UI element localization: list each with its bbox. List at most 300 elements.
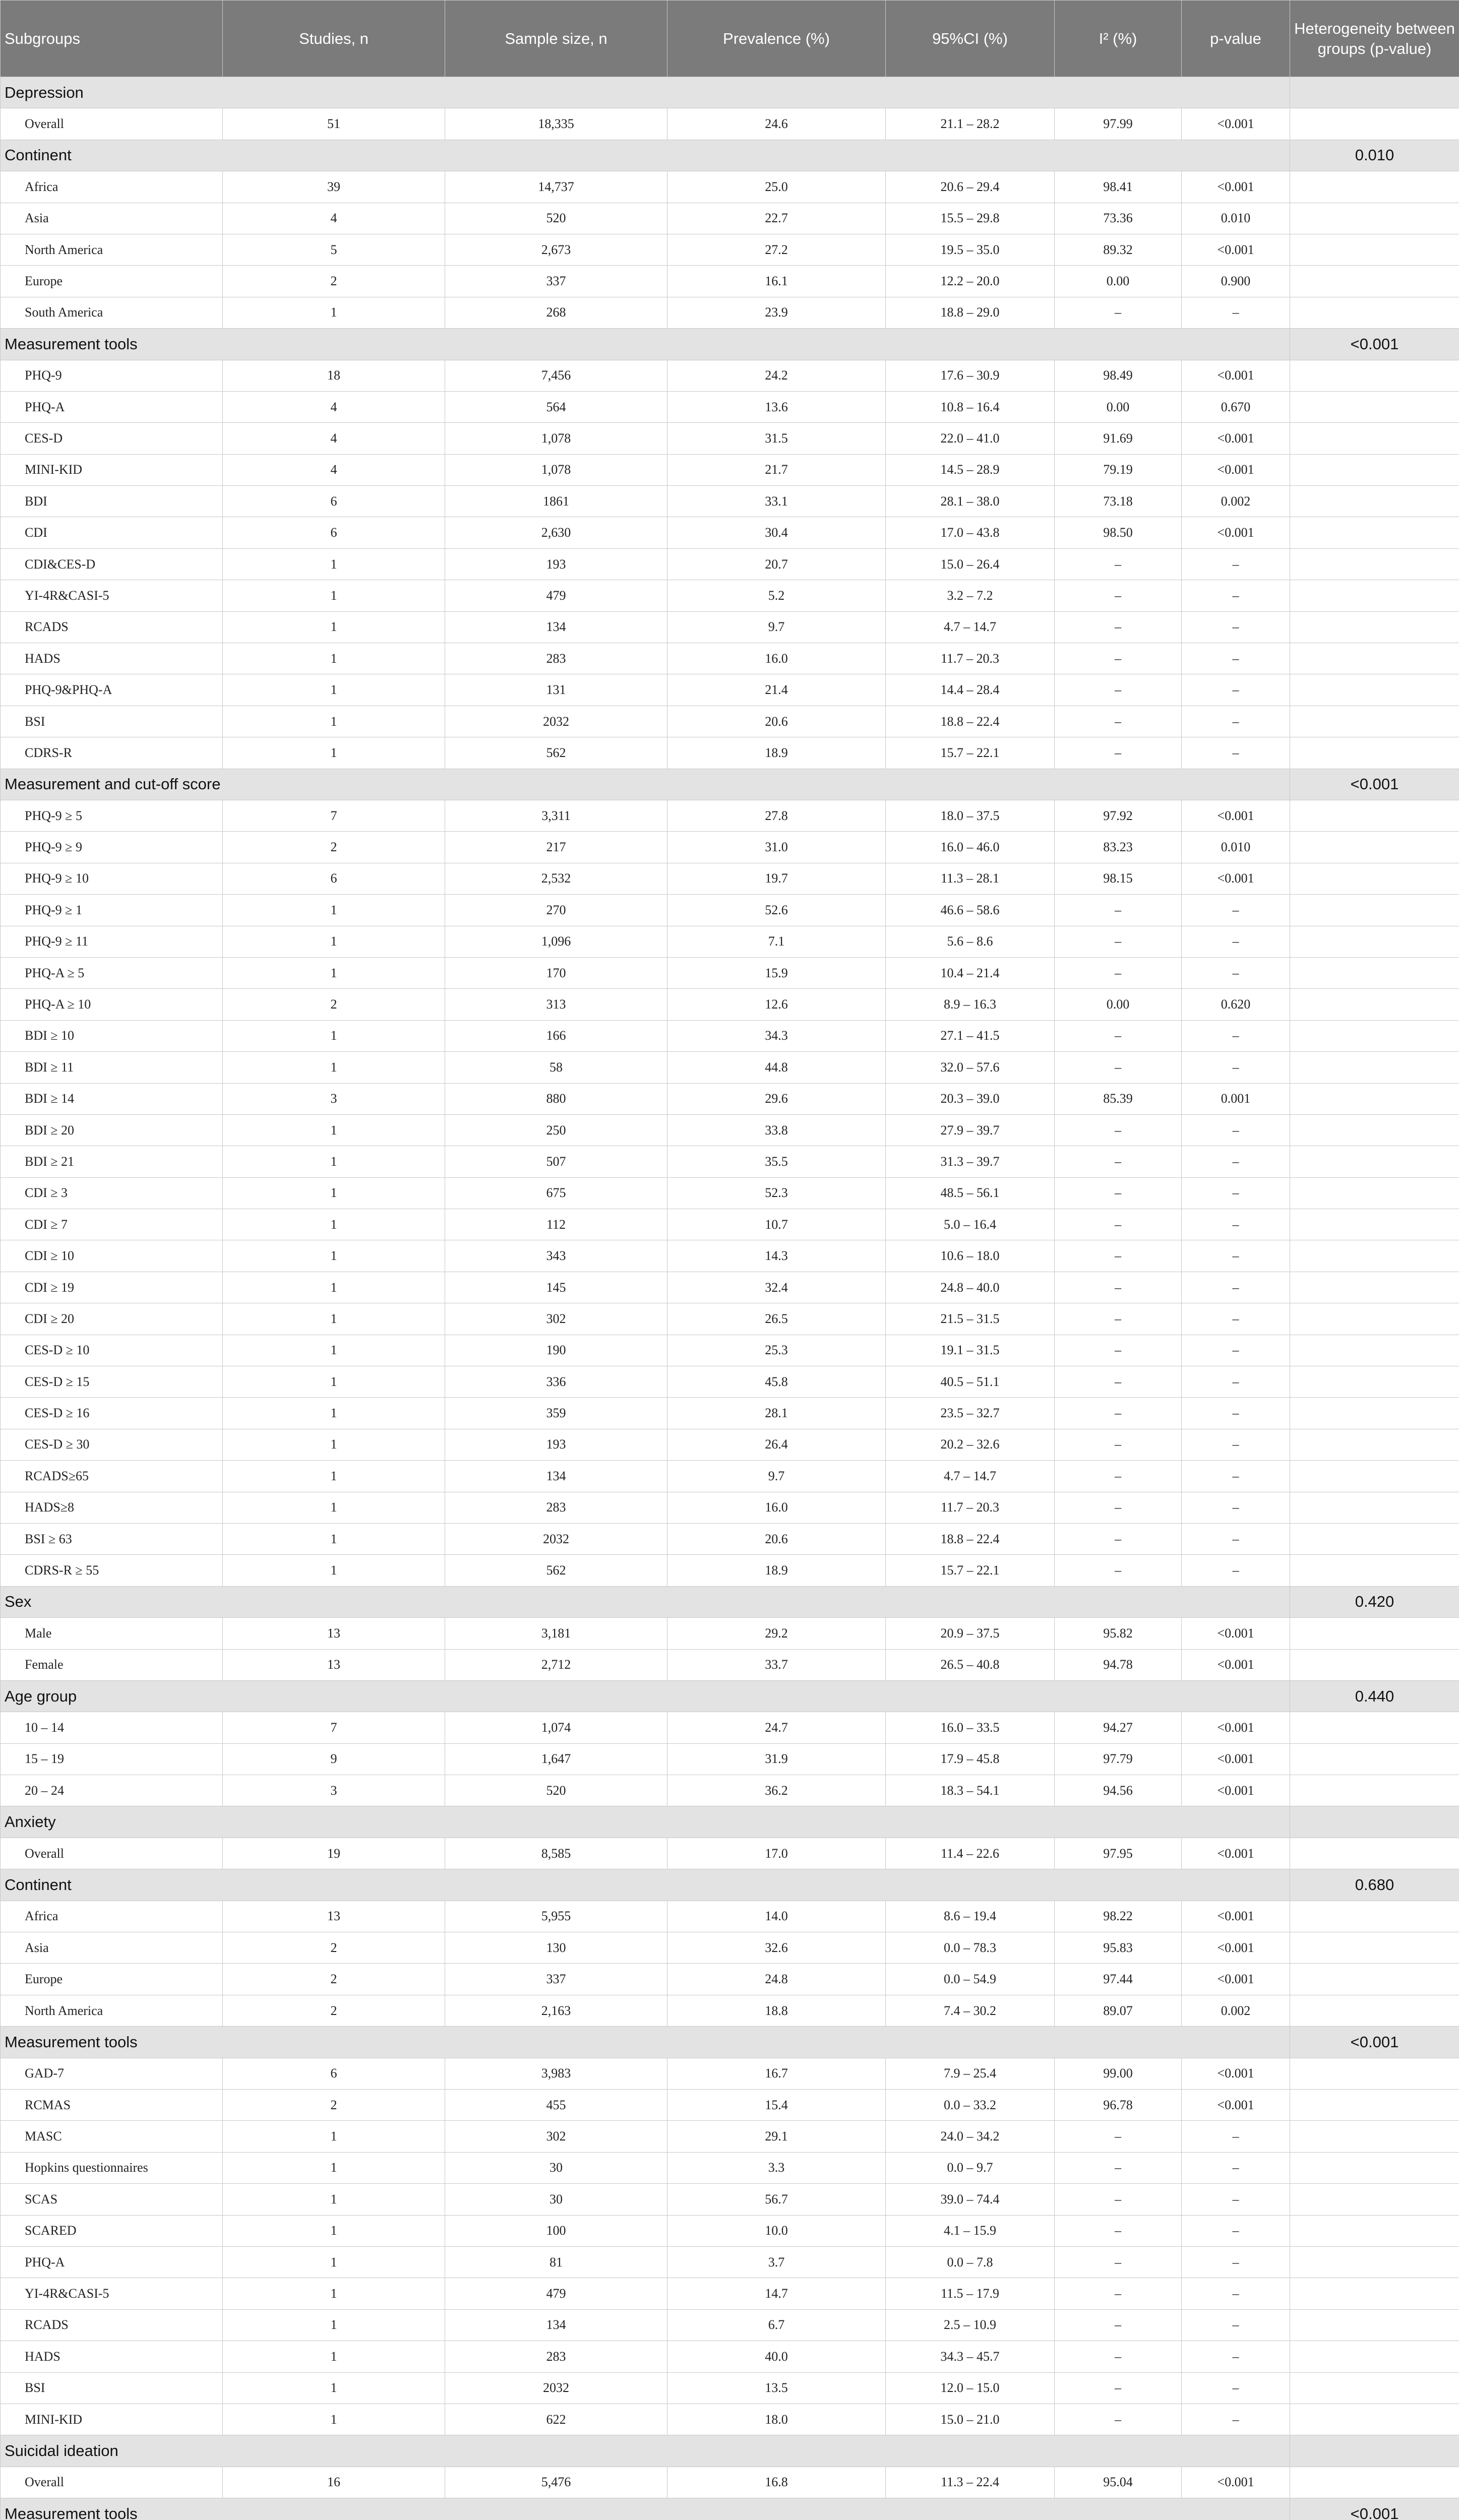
section-row: [1, 769, 1459, 800]
ci-cell: 11.3 – 28.1: [886, 863, 1055, 894]
section-row: [1, 2435, 1459, 2467]
studies-cell: 1: [223, 1240, 445, 1272]
studies-cell: 13: [223, 1901, 445, 1932]
i2-cell: –: [1055, 1052, 1182, 1083]
sample-size-cell: 479: [445, 2278, 667, 2309]
studies-cell: 1: [223, 1020, 445, 1051]
p-value-cell: <0.001: [1182, 454, 1290, 485]
ci-cell: 21.1 – 28.2: [886, 108, 1055, 140]
subgroup-name-cell: PHQ-9 ≥ 5: [1, 800, 223, 831]
studies-cell: 4: [223, 454, 445, 485]
prevalence-cell: 25.3: [667, 1335, 886, 1366]
sample-size-cell: 622: [445, 2404, 667, 2435]
sample-size-cell: 880: [445, 1083, 667, 1114]
studies-cell: 1: [223, 1177, 445, 1209]
table-row: [1, 2309, 1459, 2341]
prevalence-cell: 29.2: [667, 1618, 886, 1649]
ci-cell: 31.3 – 39.7: [886, 1146, 1055, 1177]
prevalence-cell: 24.7: [667, 1712, 886, 1743]
heterogeneity-empty-cell: [1290, 486, 1459, 517]
studies-cell: 2: [223, 1964, 445, 1995]
subgroup-name-cell: Europe: [1, 1964, 223, 1995]
p-value-cell: 0.001: [1182, 1083, 1290, 1114]
studies-cell: 1: [223, 2278, 445, 2309]
p-value-cell: –: [1182, 1523, 1290, 1554]
prevalence-cell: 16.0: [667, 643, 886, 674]
table-row: [1, 203, 1459, 234]
studies-cell: 1: [223, 1209, 445, 1240]
i2-cell: 97.99: [1055, 108, 1182, 140]
subgroup-name-cell: PHQ-A ≥ 5: [1, 957, 223, 988]
i2-cell: 97.92: [1055, 800, 1182, 831]
table-row: [1, 926, 1459, 957]
i2-cell: –: [1055, 674, 1182, 706]
p-value-cell: –: [1182, 297, 1290, 328]
subgroup-name-cell: BDI: [1, 486, 223, 517]
section-label: Measurement tools: [1, 329, 1290, 360]
table-row: [1, 1083, 1459, 1114]
i2-cell: –: [1055, 548, 1182, 580]
p-value-cell: –: [1182, 2404, 1290, 2435]
studies-cell: 1: [223, 2121, 445, 2152]
sample-size-cell: 336: [445, 1366, 667, 1398]
table-row: [1, 1932, 1459, 1964]
heterogeneity-empty-cell: [1290, 1398, 1459, 1429]
header-sample-size: Sample size, n: [445, 1, 667, 77]
section-row: [1, 329, 1459, 360]
i2-cell: 0.00: [1055, 989, 1182, 1020]
table-row: [1, 895, 1459, 926]
section-label: Depression: [1, 77, 1290, 108]
heterogeneity-empty-cell: [1290, 517, 1459, 548]
p-value-cell: <0.001: [1182, 1932, 1290, 1964]
prevalence-cell: 19.7: [667, 863, 886, 894]
subgroup-name-cell: CES-D ≥ 30: [1, 1429, 223, 1460]
studies-cell: 19: [223, 1838, 445, 1869]
p-value-cell: <0.001: [1182, 108, 1290, 140]
i2-cell: –: [1055, 926, 1182, 957]
ci-cell: 10.6 – 18.0: [886, 1240, 1055, 1272]
subgroup-name-cell: PHQ-A ≥ 10: [1, 989, 223, 1020]
studies-cell: 1: [223, 1114, 445, 1146]
p-value-cell: –: [1182, 2184, 1290, 2215]
subgroup-name-cell: CES-D: [1, 423, 223, 454]
heterogeneity-value: 0.010: [1290, 140, 1459, 171]
p-value-cell: –: [1182, 895, 1290, 926]
prevalence-cell: 16.0: [667, 1492, 886, 1523]
table-row: [1, 2058, 1459, 2089]
subgroup-name-cell: PHQ-A: [1, 391, 223, 422]
prevalence-cell: 10.7: [667, 1209, 886, 1240]
p-value-cell: –: [1182, 1209, 1290, 1240]
section-label: Suicidal ideation: [1, 2435, 1290, 2467]
section-label: Measurement tools: [1, 2498, 1290, 2520]
ci-cell: 8.9 – 16.3: [886, 989, 1055, 1020]
table-row: [1, 611, 1459, 643]
p-value-cell: 0.010: [1182, 203, 1290, 234]
table-row: [1, 1995, 1459, 2026]
sample-size-cell: 1861: [445, 486, 667, 517]
heterogeneity-empty-cell: [1290, 171, 1459, 203]
ci-cell: 0.0 – 33.2: [886, 2090, 1055, 2121]
studies-cell: 7: [223, 1712, 445, 1743]
p-value-cell: –: [1182, 737, 1290, 769]
subgroup-name-cell: RCADS≥65: [1, 1461, 223, 1492]
ci-cell: 15.7 – 22.1: [886, 737, 1055, 769]
header-heterogeneity: Heterogeneity between groups (p-value): [1290, 1, 1459, 77]
heterogeneity-empty-cell: [1290, 2372, 1459, 2404]
subgroup-name-cell: GAD-7: [1, 2058, 223, 2089]
prevalence-cell: 31.0: [667, 832, 886, 863]
p-value-cell: –: [1182, 2152, 1290, 2183]
subgroup-name-cell: CDI ≥ 20: [1, 1303, 223, 1335]
table-row: [1, 1743, 1459, 1775]
p-value-cell: –: [1182, 2341, 1290, 2372]
ci-cell: 11.4 – 22.6: [886, 1838, 1055, 1869]
header-subgroups: Subgroups: [1, 1, 223, 77]
prevalence-cell: 18.8: [667, 1995, 886, 2026]
subgroup-name-cell: 10 – 14: [1, 1712, 223, 1743]
table-row: [1, 1964, 1459, 1995]
studies-cell: 1: [223, 1523, 445, 1554]
studies-cell: 13: [223, 1618, 445, 1649]
heterogeneity-empty-cell: [1290, 266, 1459, 297]
i2-cell: –: [1055, 1177, 1182, 1209]
table-row: [1, 1020, 1459, 1051]
p-value-cell: –: [1182, 1052, 1290, 1083]
heterogeneity-empty-cell: [1290, 1429, 1459, 1460]
subgroup-name-cell: Overall: [1, 2467, 223, 2498]
table-row: [1, 2341, 1459, 2372]
ci-cell: 26.5 – 40.8: [886, 1649, 1055, 1680]
heterogeneity-empty-cell: [1290, 926, 1459, 957]
prevalence-cell: 18.9: [667, 737, 886, 769]
p-value-cell: 0.670: [1182, 391, 1290, 422]
heterogeneity-empty-cell: [1290, 1743, 1459, 1775]
header-p-value: p-value: [1182, 1, 1290, 77]
heterogeneity-empty-cell: [1290, 454, 1459, 485]
i2-cell: 97.79: [1055, 1743, 1182, 1775]
prevalence-cell: 12.6: [667, 989, 886, 1020]
heterogeneity-value: [1290, 1806, 1459, 1838]
studies-cell: 1: [223, 1461, 445, 1492]
heterogeneity-empty-cell: [1290, 989, 1459, 1020]
studies-cell: 1: [223, 926, 445, 957]
heterogeneity-empty-cell: [1290, 1964, 1459, 1995]
studies-cell: 7: [223, 800, 445, 831]
i2-cell: 98.41: [1055, 171, 1182, 203]
prevalence-cell: 20.7: [667, 548, 886, 580]
i2-cell: –: [1055, 2246, 1182, 2278]
sample-size-cell: 562: [445, 737, 667, 769]
prevalence-cell: 13.6: [667, 391, 886, 422]
studies-cell: 5: [223, 234, 445, 265]
studies-cell: 1: [223, 548, 445, 580]
prevalence-cell: 24.6: [667, 108, 886, 140]
ci-cell: 5.0 – 16.4: [886, 1209, 1055, 1240]
i2-cell: 98.50: [1055, 517, 1182, 548]
sample-size-cell: 1,647: [445, 1743, 667, 1775]
p-value-cell: –: [1182, 2309, 1290, 2341]
ci-cell: 20.2 – 32.6: [886, 1429, 1055, 1460]
heterogeneity-empty-cell: [1290, 423, 1459, 454]
subgroup-name-cell: PHQ-9 ≥ 1: [1, 895, 223, 926]
i2-cell: –: [1055, 2215, 1182, 2246]
prevalence-cell: 32.6: [667, 1932, 886, 1964]
sample-size-cell: 520: [445, 203, 667, 234]
prevalence-cell: 33.7: [667, 1649, 886, 1680]
ci-cell: 7.9 – 25.4: [886, 2058, 1055, 2089]
studies-cell: 1: [223, 674, 445, 706]
subgroup-name-cell: 15 – 19: [1, 1743, 223, 1775]
studies-cell: 1: [223, 706, 445, 737]
studies-cell: 16: [223, 2467, 445, 2498]
sample-size-cell: 3,181: [445, 1618, 667, 1649]
p-value-cell: <0.001: [1182, 2090, 1290, 2121]
heterogeneity-value: <0.001: [1290, 2027, 1459, 2058]
sample-size-cell: 479: [445, 580, 667, 611]
subgroup-name-cell: PHQ-9&PHQ-A: [1, 674, 223, 706]
sample-size-cell: 268: [445, 297, 667, 328]
table-row: [1, 1901, 1459, 1932]
studies-cell: 1: [223, 1492, 445, 1523]
sample-size-cell: 5,955: [445, 1901, 667, 1932]
ci-cell: 0.0 – 9.7: [886, 2152, 1055, 2183]
subgroup-name-cell: BDI ≥ 11: [1, 1052, 223, 1083]
sample-size-cell: 2,163: [445, 1995, 667, 2026]
sample-size-cell: 18,335: [445, 108, 667, 140]
ci-cell: 20.9 – 37.5: [886, 1618, 1055, 1649]
table-row: [1, 957, 1459, 988]
ci-cell: 7.4 – 30.2: [886, 1995, 1055, 2026]
prevalence-cell: 21.7: [667, 454, 886, 485]
heterogeneity-empty-cell: [1290, 2152, 1459, 2183]
heterogeneity-empty-cell: [1290, 2058, 1459, 2089]
heterogeneity-empty-cell: [1290, 1838, 1459, 1869]
ci-cell: 27.9 – 39.7: [886, 1114, 1055, 1146]
sample-size-cell: 134: [445, 2309, 667, 2341]
table-row: [1, 1303, 1459, 1335]
prevalence-cell: 31.5: [667, 423, 886, 454]
table-row: [1, 2404, 1459, 2435]
heterogeneity-empty-cell: [1290, 800, 1459, 831]
table-row: [1, 171, 1459, 203]
prevalence-cell: 27.8: [667, 800, 886, 831]
i2-cell: –: [1055, 2309, 1182, 2341]
table-row: [1, 517, 1459, 548]
sample-size-cell: 1,074: [445, 1712, 667, 1743]
prevalence-cell: 29.6: [667, 1083, 886, 1114]
p-value-cell: 0.002: [1182, 486, 1290, 517]
studies-cell: 13: [223, 1649, 445, 1680]
studies-cell: 1: [223, 2341, 445, 2372]
heterogeneity-empty-cell: [1290, 234, 1459, 265]
subgroup-name-cell: Africa: [1, 1901, 223, 1932]
subgroup-name-cell: MINI-KID: [1, 454, 223, 485]
studies-cell: 39: [223, 171, 445, 203]
subgroup-name-cell: HADS≥8: [1, 1492, 223, 1523]
studies-cell: 1: [223, 1146, 445, 1177]
section-row: [1, 1869, 1459, 1901]
studies-cell: 1: [223, 1398, 445, 1429]
table-row: [1, 1461, 1459, 1492]
sample-size-cell: 520: [445, 1775, 667, 1806]
studies-cell: 2: [223, 832, 445, 863]
i2-cell: 91.69: [1055, 423, 1182, 454]
i2-cell: 94.56: [1055, 1775, 1182, 1806]
i2-cell: –: [1055, 1146, 1182, 1177]
sample-size-cell: 134: [445, 611, 667, 643]
p-value-cell: –: [1182, 611, 1290, 643]
table-row: [1, 2372, 1459, 2404]
sample-size-cell: 170: [445, 957, 667, 988]
ci-cell: 10.8 – 16.4: [886, 391, 1055, 422]
p-value-cell: –: [1182, 643, 1290, 674]
ci-cell: 15.5 – 29.8: [886, 203, 1055, 234]
studies-cell: 1: [223, 1429, 445, 1460]
heterogeneity-empty-cell: [1290, 391, 1459, 422]
ci-cell: 4.7 – 14.7: [886, 611, 1055, 643]
subgroup-name-cell: BSI: [1, 706, 223, 737]
p-value-cell: <0.001: [1182, 863, 1290, 894]
studies-cell: 1: [223, 957, 445, 988]
prevalence-cell: 22.7: [667, 203, 886, 234]
table-row: [1, 1492, 1459, 1523]
heterogeneity-empty-cell: [1290, 203, 1459, 234]
prevalence-cell: 23.9: [667, 297, 886, 328]
sample-size-cell: 2,712: [445, 1649, 667, 1680]
subgroup-name-cell: CDI: [1, 517, 223, 548]
table-row: [1, 2278, 1459, 2309]
sample-size-cell: 337: [445, 266, 667, 297]
ci-cell: 11.3 – 22.4: [886, 2467, 1055, 2498]
studies-cell: 1: [223, 1272, 445, 1303]
sample-size-cell: 283: [445, 643, 667, 674]
section-label: Measurement and cut-off score: [1, 769, 1290, 800]
ci-cell: 18.8 – 29.0: [886, 297, 1055, 328]
heterogeneity-empty-cell: [1290, 1335, 1459, 1366]
subgroup-name-cell: CDRS-R: [1, 737, 223, 769]
subgroup-name-cell: South America: [1, 297, 223, 328]
ci-cell: 48.5 – 56.1: [886, 1177, 1055, 1209]
sample-size-cell: 564: [445, 391, 667, 422]
i2-cell: 99.00: [1055, 2058, 1182, 2089]
subgroup-name-cell: CDI ≥ 10: [1, 1240, 223, 1272]
table-row: [1, 643, 1459, 674]
ci-cell: 0.0 – 7.8: [886, 2246, 1055, 2278]
i2-cell: –: [1055, 1020, 1182, 1051]
heterogeneity-empty-cell: [1290, 1712, 1459, 1743]
studies-cell: 18: [223, 360, 445, 391]
p-value-cell: <0.001: [1182, 1743, 1290, 1775]
sample-size-cell: 1,078: [445, 423, 667, 454]
prevalence-cell: 14.3: [667, 1240, 886, 1272]
ci-cell: 20.3 – 39.0: [886, 1083, 1055, 1114]
prevalence-cell: 16.8: [667, 2467, 886, 2498]
ci-cell: 0.0 – 78.3: [886, 1932, 1055, 1964]
i2-cell: 98.22: [1055, 1901, 1182, 1932]
p-value-cell: <0.001: [1182, 360, 1290, 391]
prevalence-cell: 33.8: [667, 1114, 886, 1146]
i2-cell: 89.07: [1055, 1995, 1182, 2026]
studies-cell: 1: [223, 737, 445, 769]
sample-size-cell: 193: [445, 1429, 667, 1460]
prevalence-cell: 21.4: [667, 674, 886, 706]
subgroup-name-cell: CES-D ≥ 16: [1, 1398, 223, 1429]
prevalence-cell: 14.7: [667, 2278, 886, 2309]
heterogeneity-empty-cell: [1290, 360, 1459, 391]
studies-cell: 1: [223, 2372, 445, 2404]
heterogeneity-empty-cell: [1290, 1461, 1459, 1492]
ci-cell: 17.0 – 43.8: [886, 517, 1055, 548]
subgroup-name-cell: CDRS-R ≥ 55: [1, 1555, 223, 1586]
ci-cell: 23.5 – 32.7: [886, 1398, 1055, 1429]
subgroup-name-cell: SCARED: [1, 2215, 223, 2246]
subgroup-name-cell: Asia: [1, 203, 223, 234]
heterogeneity-empty-cell: [1290, 737, 1459, 769]
p-value-cell: –: [1182, 1146, 1290, 1177]
table-row: [1, 266, 1459, 297]
heterogeneity-empty-cell: [1290, 957, 1459, 988]
p-value-cell: 0.002: [1182, 1995, 1290, 2026]
heterogeneity-empty-cell: [1290, 1020, 1459, 1051]
heterogeneity-empty-cell: [1290, 1052, 1459, 1083]
sample-size-cell: 30: [445, 2152, 667, 2183]
heterogeneity-empty-cell: [1290, 108, 1459, 140]
p-value-cell: –: [1182, 1398, 1290, 1429]
prevalence-cell: 52.6: [667, 895, 886, 926]
ci-cell: 40.5 – 51.1: [886, 1366, 1055, 1398]
sample-size-cell: 3,311: [445, 800, 667, 831]
heterogeneity-empty-cell: [1290, 1303, 1459, 1335]
sample-size-cell: 250: [445, 1114, 667, 1146]
header-i2: I² (%): [1055, 1, 1182, 77]
subgroup-name-cell: Female: [1, 1649, 223, 1680]
ci-cell: 39.0 – 74.4: [886, 2184, 1055, 2215]
p-value-cell: –: [1182, 957, 1290, 988]
studies-cell: 1: [223, 611, 445, 643]
table-row: [1, 1366, 1459, 1398]
heterogeneity-empty-cell: [1290, 2090, 1459, 2121]
ci-cell: 15.7 – 22.1: [886, 1555, 1055, 1586]
p-value-cell: <0.001: [1182, 2058, 1290, 2089]
table-row: [1, 1618, 1459, 1649]
studies-cell: 1: [223, 1335, 445, 1366]
i2-cell: –: [1055, 1366, 1182, 1398]
i2-cell: –: [1055, 2278, 1182, 2309]
subgroup-name-cell: MASC: [1, 2121, 223, 2152]
heterogeneity-empty-cell: [1290, 2215, 1459, 2246]
prevalence-cell: 18.0: [667, 2404, 886, 2435]
subgroup-name-cell: BSI: [1, 2372, 223, 2404]
subgroup-name-cell: CDI ≥ 19: [1, 1272, 223, 1303]
subgroup-name-cell: CES-D ≥ 10: [1, 1335, 223, 1366]
section-label: Continent: [1, 140, 1290, 171]
table-body: [1, 77, 1459, 2520]
section-label: Anxiety: [1, 1806, 1290, 1838]
studies-cell: 4: [223, 203, 445, 234]
studies-cell: 1: [223, 1366, 445, 1398]
prevalence-cell: 34.3: [667, 1020, 886, 1051]
table-row: [1, 1335, 1459, 1366]
i2-cell: 96.78: [1055, 2090, 1182, 2121]
sample-size-cell: 343: [445, 1240, 667, 1272]
heterogeneity-value: <0.001: [1290, 329, 1459, 360]
prevalence-cell: 6.7: [667, 2309, 886, 2341]
heterogeneity-value: <0.001: [1290, 769, 1459, 800]
ci-cell: 4.1 – 15.9: [886, 2215, 1055, 2246]
table-row: [1, 1052, 1459, 1083]
